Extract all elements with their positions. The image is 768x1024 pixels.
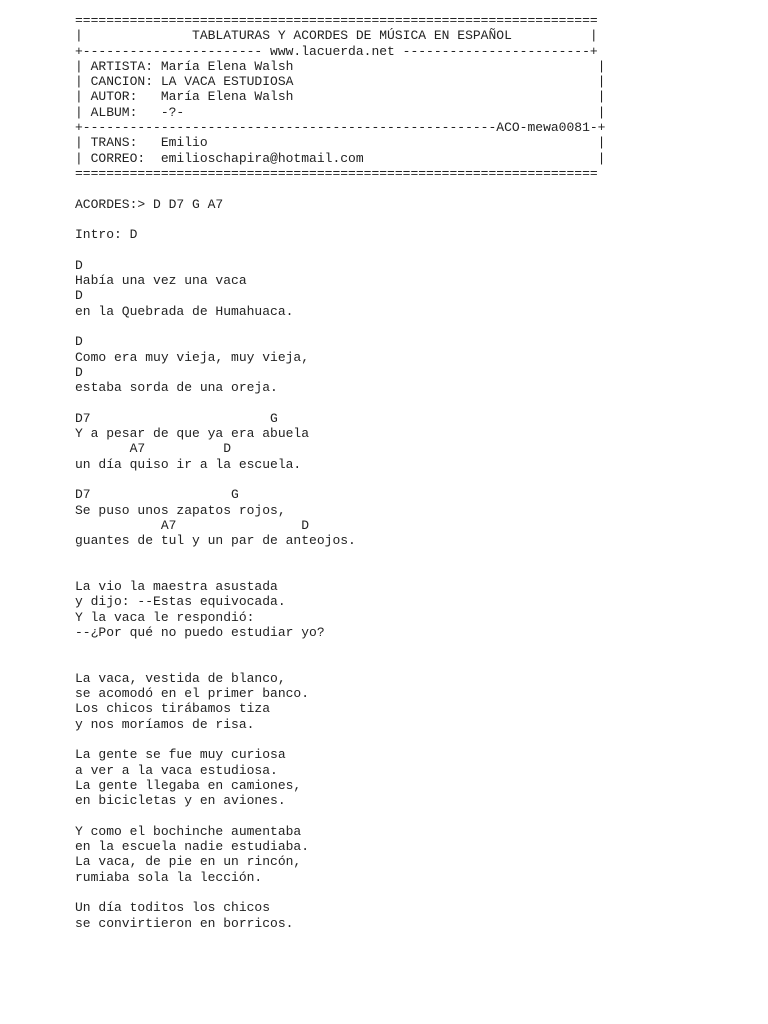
text-line: --¿Por qué no puedo estudiar yo? [75, 624, 325, 640]
text-line: A7 D [75, 441, 232, 457]
text-line: D [75, 334, 83, 350]
text-line [75, 885, 606, 900]
text-line: Intro: D [75, 227, 138, 243]
text-line: =================================================================== [75, 165, 598, 181]
text-line: y dijo: --Estas equivocada. [75, 594, 286, 610]
text-line: La vaca, vestida de blanco, [75, 670, 286, 686]
text-line: La gente se fue muy curiosa [75, 747, 286, 763]
text-line: | ALBUM: -?- | [75, 104, 606, 120]
text-line: D7 G [75, 487, 239, 503]
text-line: se acomodó en el primer banco. [75, 686, 310, 702]
text-line [75, 564, 606, 579]
text-line: Los chicos tirábamos tiza [75, 701, 271, 717]
text-line [75, 242, 606, 257]
text-line [75, 319, 606, 334]
text-line [75, 808, 606, 823]
text-line [75, 212, 606, 227]
text-line: =================================================================== [75, 13, 598, 28]
text-line: La gente llegaba en camiones, [75, 777, 302, 793]
text-line [75, 732, 606, 747]
text-line: | CANCION: LA VACA ESTUDIOSA | [75, 74, 606, 90]
text-line: | CORREO: emilioschapira@hotmail.com | [75, 150, 606, 166]
tab-document [75, 13, 606, 931]
text-line: Y a pesar de que ya era abuela [75, 426, 310, 442]
text-line: Se puso unos zapatos rojos, [75, 502, 286, 518]
text-line: Y la vaca le respondió: [75, 609, 255, 625]
text-line: +----------------------- www.lacuerda.net ------------------------+ [75, 43, 598, 59]
text-line: en la escuela nadie estudiaba. [75, 839, 310, 855]
text-line: un día quiso ir a la escuela. [75, 456, 302, 472]
text-line: | TABLATURAS Y ACORDES DE MÚSICA EN ESPAÑOL | [75, 28, 598, 44]
text-line: D [75, 288, 83, 304]
text-line [75, 472, 606, 487]
text-line: a ver a la vaca estudiosa. [75, 762, 278, 778]
text-line: Un día toditos los chicos [75, 900, 271, 916]
text-line: | ARTISTA: María Elena Walsh | [75, 58, 606, 74]
text-line: La vio la maestra asustada [75, 578, 278, 594]
text-line: Como era muy vieja, muy vieja, [75, 349, 310, 365]
text-line: +-----------------------------------------------------ACO-mewa0081-+ [75, 120, 606, 136]
text-line: en bicicletas y en aviones. [75, 793, 286, 809]
text-line [75, 181, 606, 196]
text-line: Y como el bochinche aumentaba [75, 823, 302, 839]
text-line [75, 640, 606, 655]
text-line [75, 548, 606, 563]
text-line: ACORDES:> D D7 G A7 [75, 196, 224, 212]
text-line: | AUTOR: María Elena Walsh | [75, 89, 606, 105]
text-line: D [75, 364, 83, 380]
text-line: D [75, 257, 83, 273]
text-line: guantes de tul y un par de anteojos. [75, 533, 356, 549]
text-line: rumiaba sola la lección. [75, 869, 263, 885]
text-line: y nos moríamos de risa. [75, 716, 255, 732]
text-line: estaba sorda de una oreja. [75, 380, 278, 396]
text-line: Había una vez una vaca [75, 273, 247, 289]
text-line: se convirtieron en borricos. [75, 915, 294, 931]
text-line [75, 395, 606, 410]
text-line: A7 D [75, 517, 310, 533]
text-line [75, 655, 606, 670]
text-line: | TRANS: Emilio | [75, 135, 606, 151]
text-line: La vaca, de pie en un rincón, [75, 854, 302, 870]
text-line: D7 G [75, 410, 278, 426]
text-line: en la Quebrada de Humahuaca. [75, 303, 294, 319]
